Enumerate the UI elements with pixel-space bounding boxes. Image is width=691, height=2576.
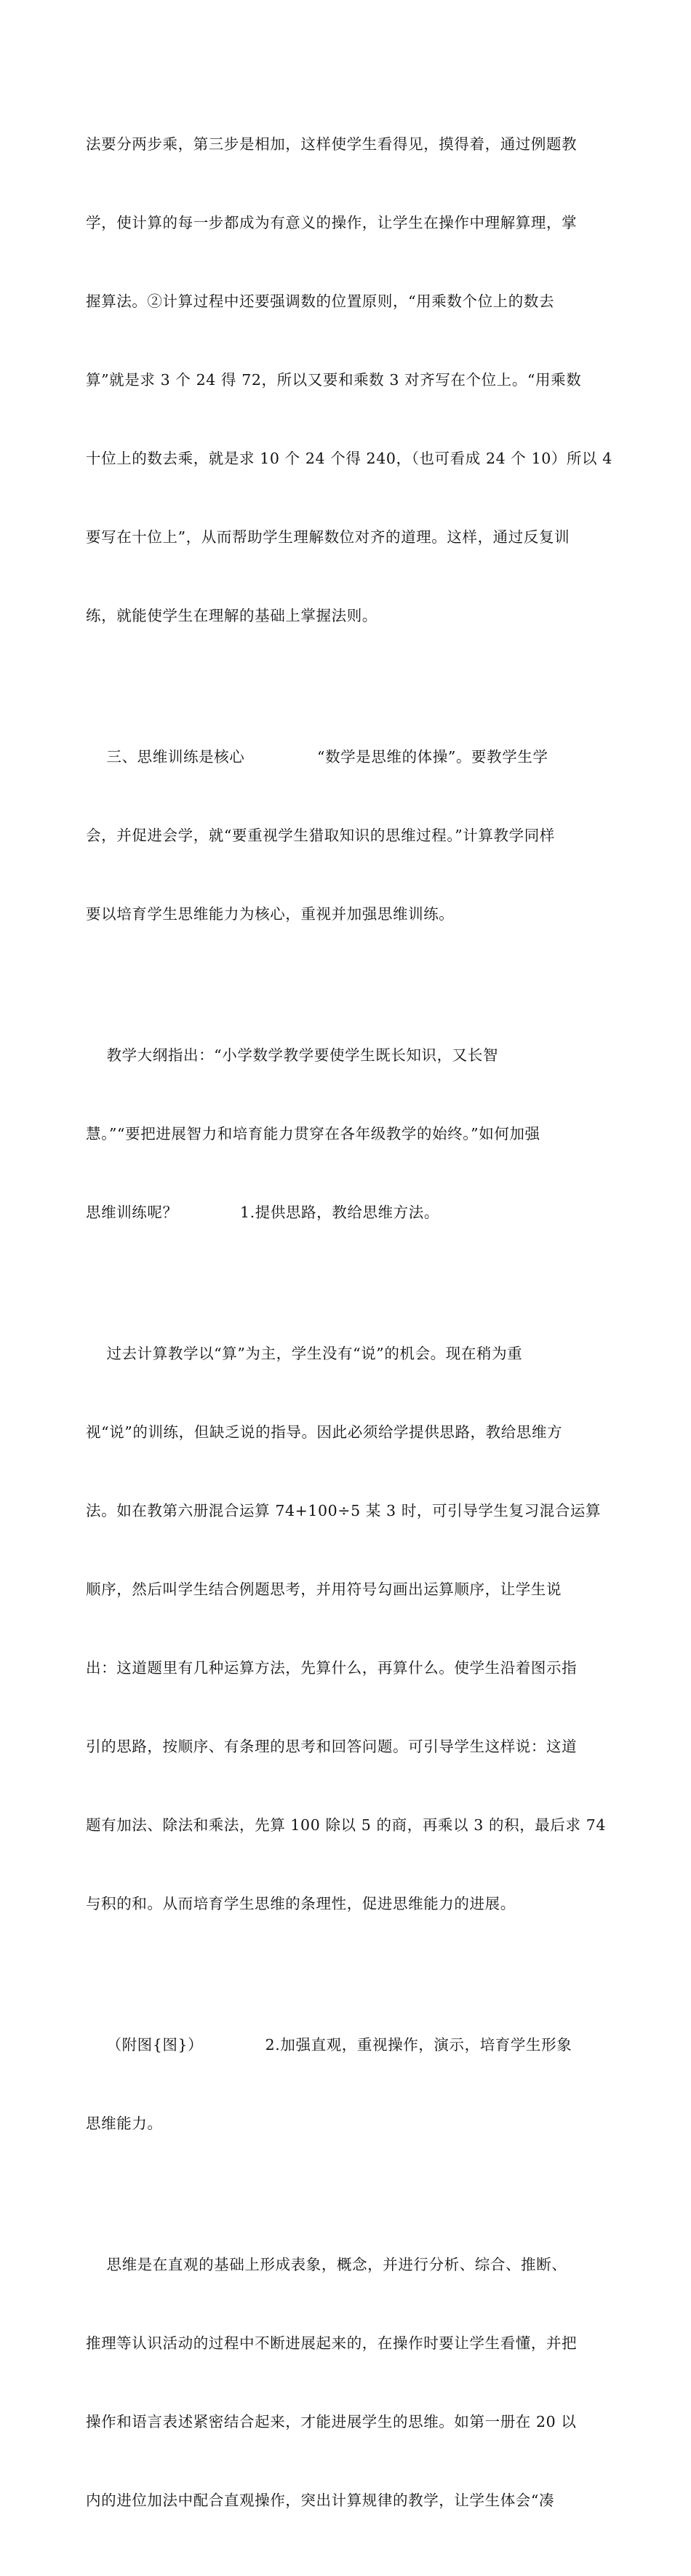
text-line: 学，使计算的每一步都成为有意义的操作，让学生在操作中理解算理，掌 xyxy=(86,214,578,231)
text-line: 法要分两步乘，第三步是相加，这样使学生看得见，摸得着，通过例题教 xyxy=(86,135,578,153)
text-line: 法。如在教第六册混合运算 74+100÷5 某 3 时，可引导学生复习混合运算 xyxy=(86,1502,602,1519)
text-line: 操作和语言表述紧密结合起来，才能进展学生的思维。如第一册在 20 以 xyxy=(86,2413,577,2430)
paragraph-5 xyxy=(86,1979,607,2189)
text-line: 出：这道题里有几种运算方法，先算什么，再算什么。使学生沿着图示指 xyxy=(86,1659,578,1677)
text-line: 视“说”的训练，但缺乏说的指导。因此必须给学提供思路，教给思维方 xyxy=(86,1423,563,1441)
text-line: 要写在十位上”，从而帮助学生理解数位对齐的道理。这样，通过反复训 xyxy=(86,528,570,546)
text-line: 内的进位加法中配合直观操作，突出计算规律的教学，让学生体会“凑 xyxy=(86,2492,555,2509)
text-line: 与积的和。从而培育学生思维的条理性，促进思维能力的进展。 xyxy=(86,1895,516,1912)
paragraph-1 xyxy=(86,79,612,681)
paragraph-6 xyxy=(86,2199,607,2566)
text-line: 会，并促进会学，就“要重视学生猎取知识的思维过程。”计算教学同样 xyxy=(86,827,555,844)
text-line: 算”就是求 3 个 24 得 72，所以又要和乘数 3 对齐写在个位上。“用乘数 xyxy=(86,371,582,389)
text-line: 思维训练呢？ 1.提供思路，教给思维方法。 xyxy=(86,1204,439,1221)
text-line: 引的思路，按顺序、有条理的思考和回答问题。可引导学生这样说：这道 xyxy=(86,1738,578,1755)
text-line: 教学大纲指出：“小学数学教学要使学生既长知识，又长智 xyxy=(86,1046,499,1064)
text-line: 十位上的数去乘，就是求 10 个 24 个得 240，（也可看成 24 个 10）所以 4 xyxy=(86,450,612,467)
text-line: 慧。”“要把进展智力和培育能力贯穿在各年级教学的始终。”如何加强 xyxy=(86,1125,540,1142)
text-line: 思维是在直观的基础上形成表象，概念，并进行分析、综合、推断、 xyxy=(86,2256,567,2273)
text-line: 要以培育学生思维能力为核心，重视并加强思维训练。 xyxy=(86,905,455,923)
text-line: 过去计算教学以“算”为主，学生没有“说”的机会。现在稍为重 xyxy=(86,1345,523,1362)
text-line: （附图{图}） 2.加强直观，重视操作，演示，培育学生形象 xyxy=(86,2036,572,2054)
paragraph-3 xyxy=(86,990,607,1278)
text-line: 思维能力。 xyxy=(86,2115,163,2132)
document-body xyxy=(86,79,612,2576)
text-line: 三、思维训练是核心 “数学是思维的体操”。要教学生学 xyxy=(86,748,548,766)
paragraph-4 xyxy=(86,1288,607,1969)
text-line: 顺序，然后叫学生结合例题思考，并用符号勾画出运算顺序，让学生说 xyxy=(86,1581,562,1598)
paragraph-2-section-heading xyxy=(86,691,607,979)
text-line: 推理等认识活动的过程中不断进展起来的，在操作时要让学生看懂，并把 xyxy=(86,2334,578,2352)
text-line: 练，就能使学生在理解的基础上掌握法则。 xyxy=(86,607,378,624)
text-line: 题有加法、除法和乘法，先算 100 除以 5 的商，再乘以 3 的积，最后求 74 xyxy=(86,1816,607,1834)
text-line: 握算法。②计算过程中还要强调数的位置原则，“用乘数个位上的数去 xyxy=(86,293,555,310)
